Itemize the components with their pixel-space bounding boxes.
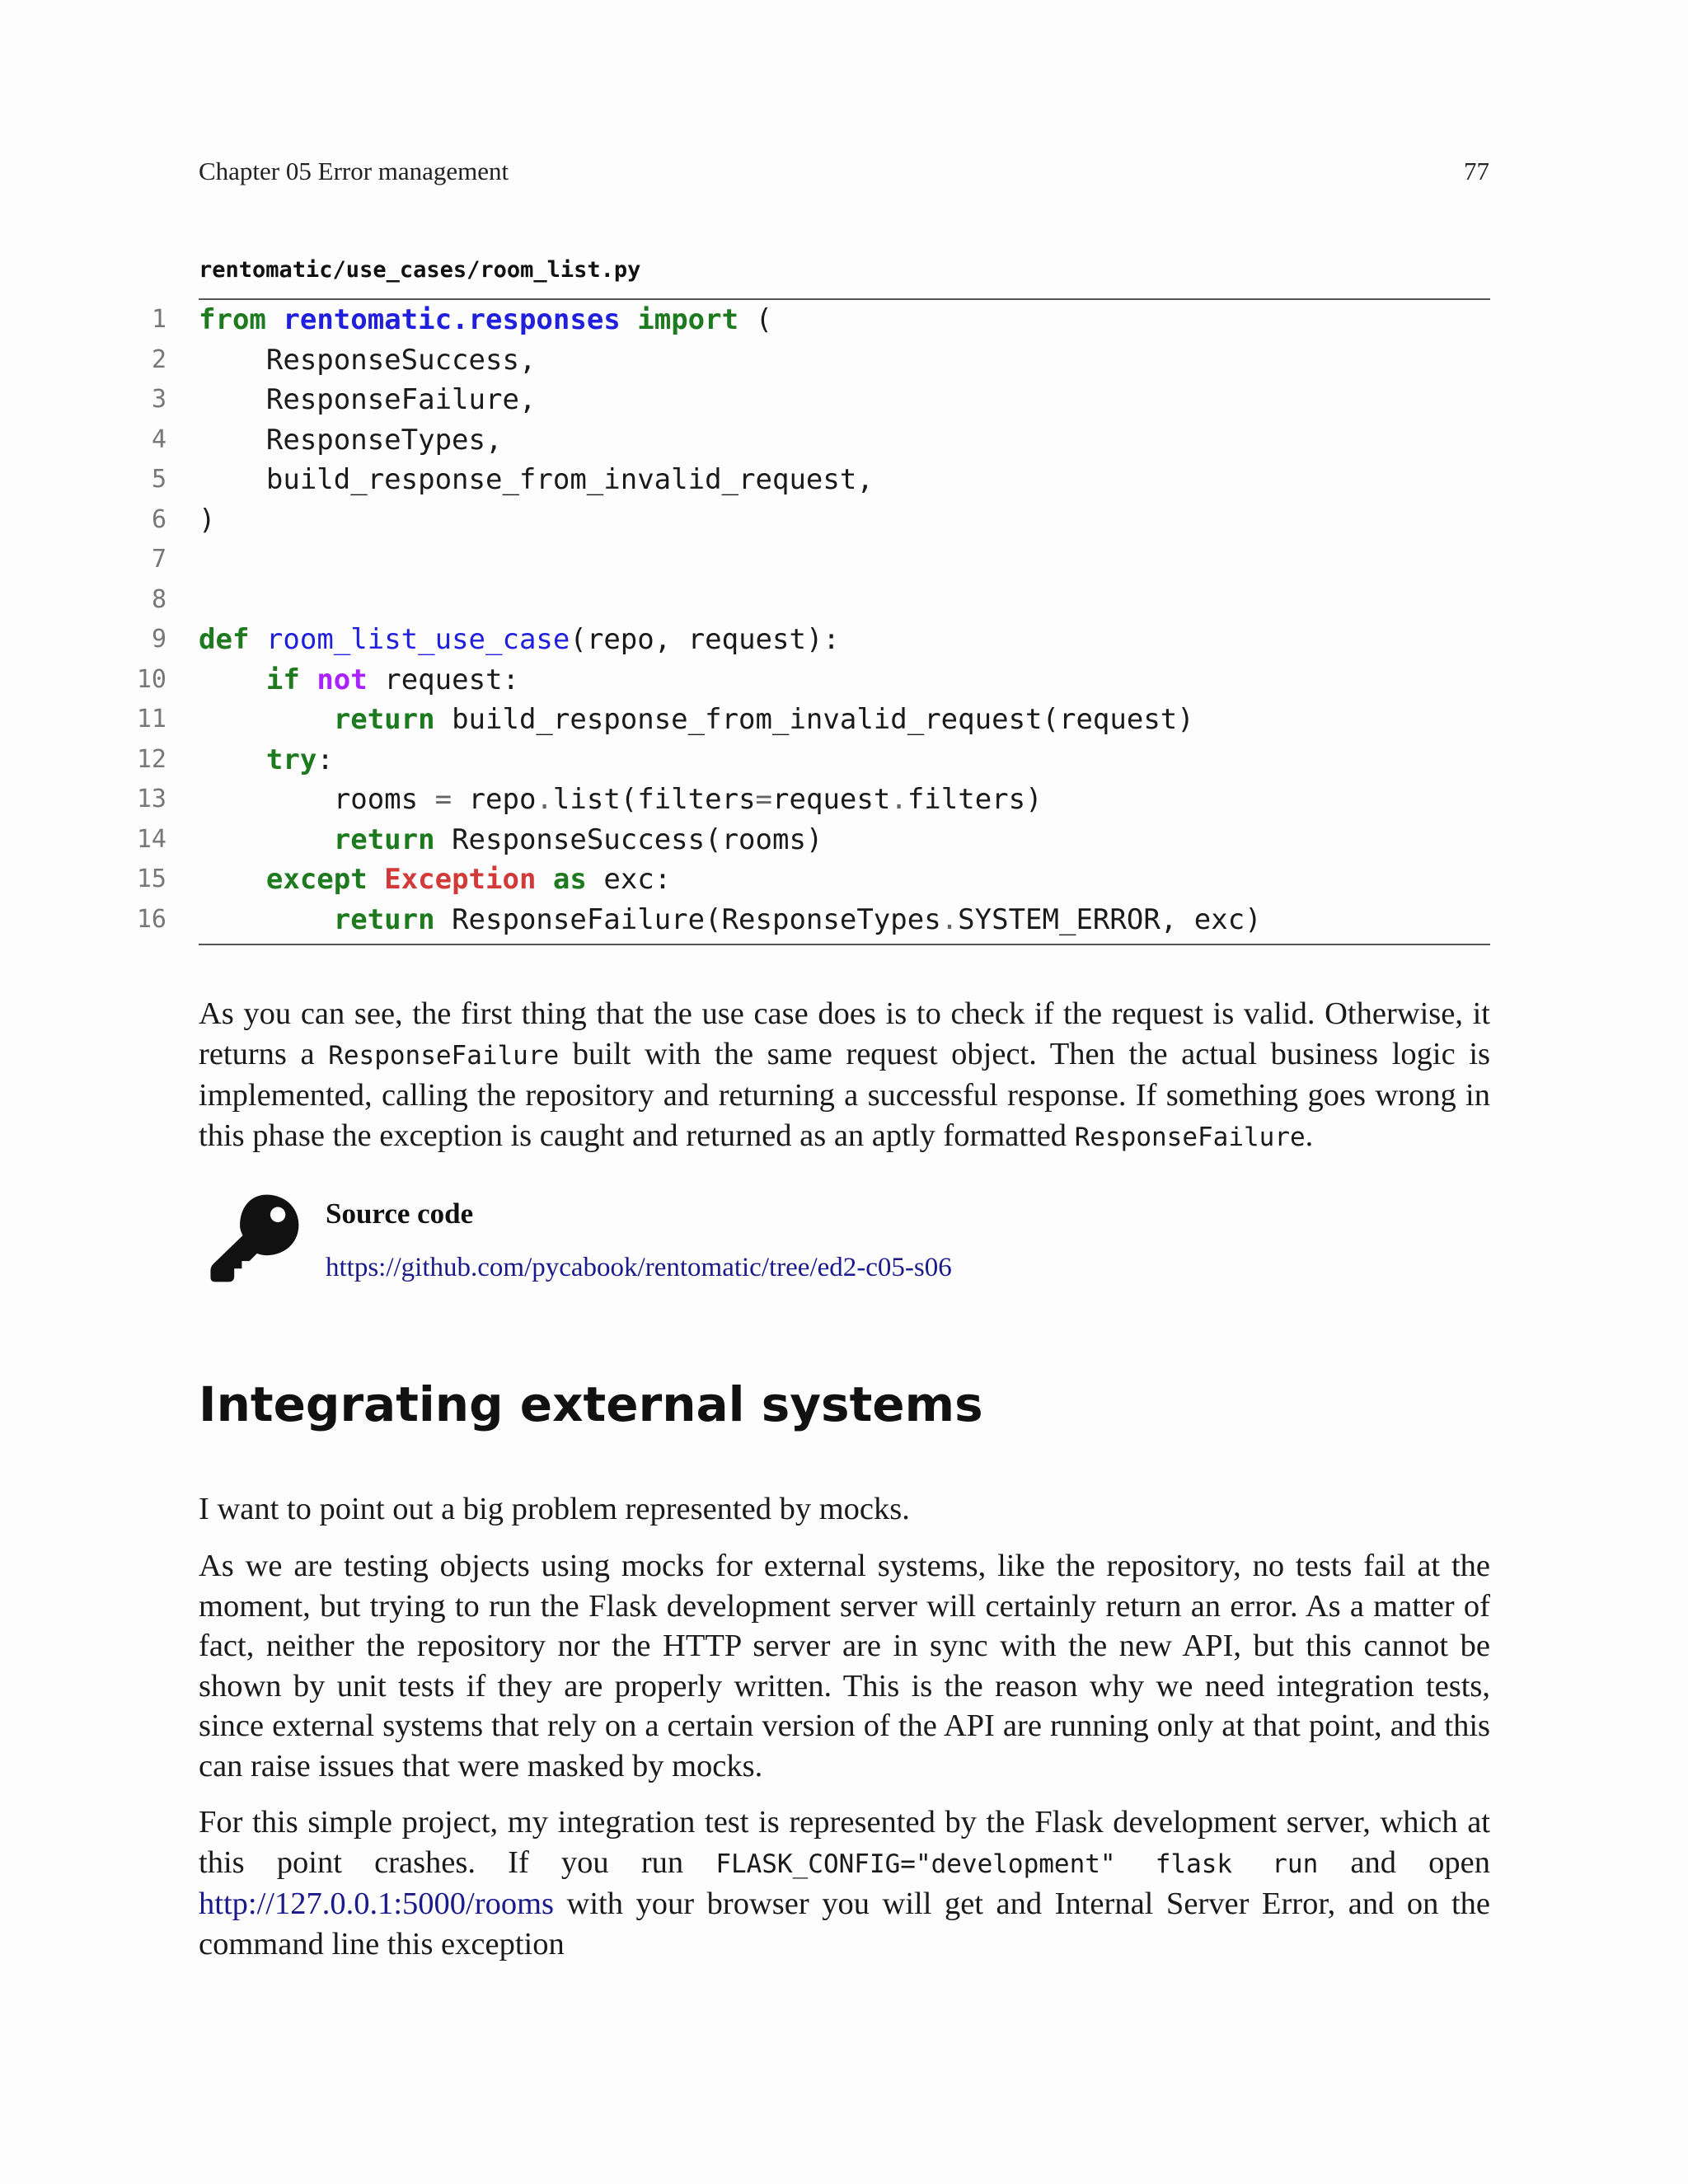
source-code-link[interactable]: https://github.com/pycabook/rentomatic/tree/ed2-c05-s06 bbox=[326, 1253, 952, 1282]
section-heading: Integrating external systems bbox=[199, 1376, 983, 1432]
paragraph-mocks-problem: As we are testing objects using mocks for external systems, like the repository, no tests fail at the moment, but trying to run the Flask development server will certainly return an error. As a matter of fact, neither the repository nor the HTTP server are in sync with the new API, but this cannot be shown by unit tests if they are properly written. This is the reason why we need integration tests, since external systems that rely on a certain version of the API are running only at that point, and this can raise issues that were masked by mocks. bbox=[199, 1549, 1490, 1783]
page-number: 77 bbox=[1464, 157, 1489, 185]
inline-code: ResponseFailure bbox=[328, 1040, 560, 1071]
key-icon bbox=[208, 1191, 302, 1286]
code-filename: rentomatic/use_cases/room_list.py bbox=[199, 257, 641, 283]
inline-code: FLASK_CONFIG="development" flask run bbox=[715, 1849, 1319, 1879]
code-bottom-rule bbox=[199, 944, 1490, 945]
paragraph-integration-test: For this simple project, my integration test is represented by the Flask development server, which at this point crashes. If you run FLASK_CONFIG="development" flask run and open http://127.0.0.1:5000/rooms with your browser you will get and Internal Server Error, and on the command line this exception bbox=[199, 1805, 1490, 1961]
running-header-chapter: Chapter 05 Error management bbox=[199, 157, 509, 185]
localhost-rooms-link[interactable]: http://127.0.0.1:5000/rooms bbox=[199, 1886, 555, 1921]
paragraph-use-case-explanation: As you can see, the first thing that the use case does is to check if the request is valid. Otherwise, it returns a ResponseFailure built with the same request object. Then the actual business logic is implemented, calling the repository and returning a successful response. If something goes wrong in this phase the exception is caught and returned as an aptly formatted ResponseFailure. bbox=[199, 996, 1491, 1153]
inline-code: ResponseFailure bbox=[1074, 1122, 1306, 1152]
source-code-title: Source code bbox=[326, 1197, 474, 1230]
paragraph-mocks-intro: I want to point out a big problem represented by mocks. bbox=[199, 1492, 910, 1526]
